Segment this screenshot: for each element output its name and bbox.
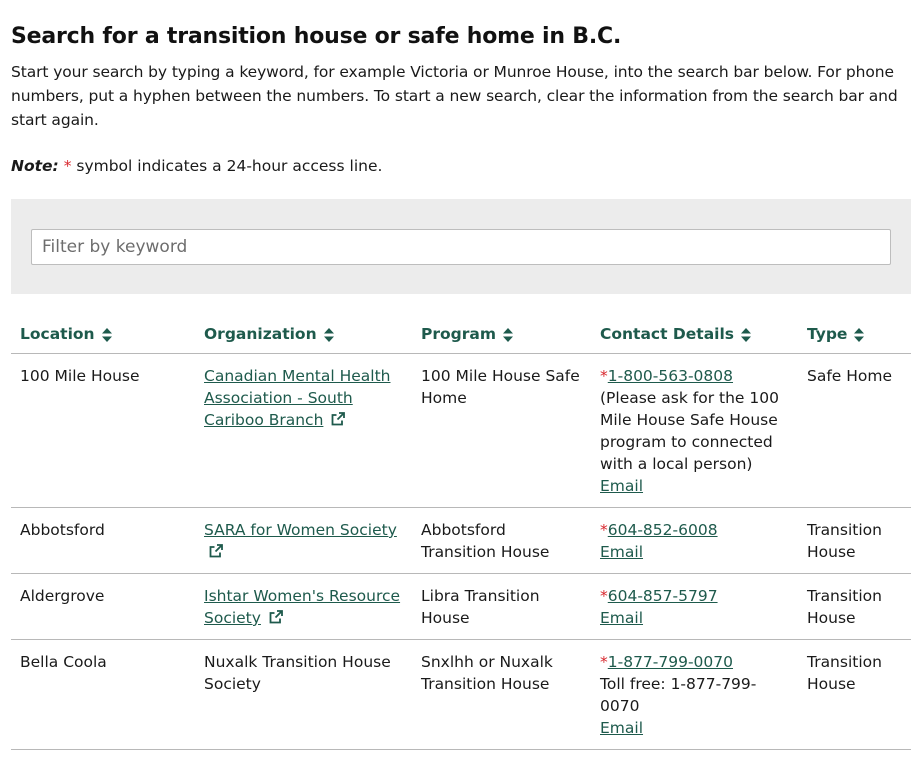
cell-program: Snxlhh or Nuxalk Transition House [412,640,591,750]
email-link[interactable]: Email [600,609,644,627]
star-symbol: * [600,653,608,671]
cell-program: 100 Mile House Safe Home [412,354,591,508]
cell-contact-details [591,574,798,640]
organization-link-label: SARA for Women Society [204,521,397,539]
table-row [11,508,911,574]
cell-location: 100 Mile House [11,354,195,508]
column-header-label: Organization [204,325,317,343]
table-header-row [11,316,911,354]
phone-link[interactable]: 604-857-5797 [607,587,718,605]
external-link-icon [209,544,223,558]
cell-organization [195,354,412,508]
column-header-organization[interactable] [195,316,412,354]
table-row [11,574,911,640]
intro-text: Start your search by typing a keyword, for example Victoria or Munroe House, into the search bar below. For phone numbers, put a hyphen between the numbers. To start a new search, clear the information from the search bar and start again. [11,63,898,129]
organization-link[interactable] [204,367,390,429]
column-header-program[interactable] [412,316,591,354]
cell-program: Libra Transition House [412,574,591,640]
table-row [11,354,911,508]
email-link[interactable]: Email [600,477,644,495]
table-row [11,640,911,750]
cell-program: Abbotsford Transition House [412,508,591,574]
cell-type: Transition House [798,640,911,750]
cell-contact-details [591,508,798,574]
star-symbol: * [600,367,608,385]
organization-link[interactable] [204,587,400,627]
cell-location: Bella Coola [11,640,195,750]
cell-organization: Nuxalk Transition House Society [195,640,412,750]
column-header-label: Location [20,325,95,343]
star-symbol: * [600,587,608,605]
email-link[interactable]: Email [600,543,644,561]
filter-panel [11,199,911,294]
star-symbol: * [600,521,608,539]
sort-icon [324,328,334,342]
column-header-type[interactable] [798,316,911,354]
column-header-label: Contact Details [600,325,735,343]
phone-link[interactable]: 1-877-799-0070 [607,653,734,671]
cell-organization [195,574,412,640]
cell-contact-details [591,640,798,750]
sort-icon [854,328,864,342]
star-symbol: * [63,157,72,175]
cell-location: Aldergrove [11,574,195,640]
phone-link[interactable]: 604-852-6008 [607,521,718,539]
sort-icon [741,328,751,342]
organization-link-label: Canadian Mental Health Association - South Cariboo Branch [204,367,391,429]
cell-type: Safe Home [798,354,911,508]
note-label: Note: [11,157,59,175]
results-table [11,316,911,750]
organization-link[interactable] [204,521,397,561]
column-header-location[interactable] [11,316,195,354]
sort-icon [503,328,513,342]
column-header-label: Type [807,325,848,343]
external-link-icon [331,412,345,426]
note-text [11,154,911,178]
cell-organization [195,508,412,574]
page-title: Search for a transition house or safe home in B.C. [11,24,622,49]
external-link-icon [269,610,283,624]
cell-location: Abbotsford [11,508,195,574]
cell-contact-details [591,354,798,508]
cell-type: Transition House [798,508,911,574]
column-header-contact-details[interactable] [591,316,798,354]
note-body: symbol indicates a 24-hour access line. [71,157,383,175]
column-header-label: Program [421,325,497,343]
sort-icon [102,328,112,342]
organization-link-label: Ishtar Women's Resource Society [204,587,401,627]
email-link[interactable]: Email [600,719,644,737]
contact-extra-text: Toll free: 1-877-799-0070 [600,675,757,715]
cell-type: Transition House [798,574,911,640]
filter-keyword-input[interactable] [31,229,891,265]
contact-extra-text: (Please ask for the 100 Mile House Safe House program to connected with a local person) [600,389,779,473]
phone-link[interactable]: 1-800-563-0808 [607,367,734,385]
